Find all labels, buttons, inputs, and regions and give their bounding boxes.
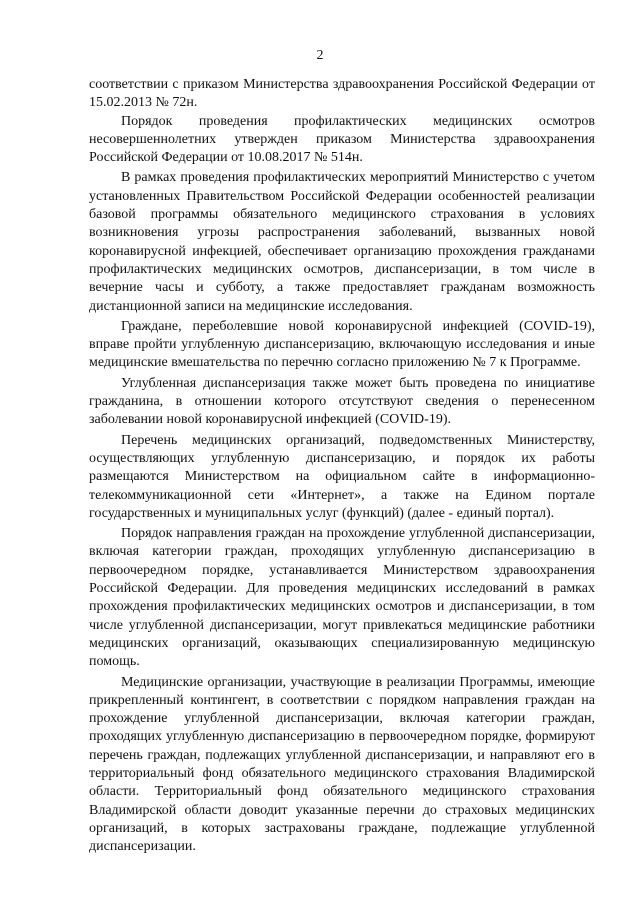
paragraph-referral-procedure: Порядок направления граждан на прохождение углубленной диспансеризации, включая категории граждан, проходящих углубленную диспансеризацию в первоочередном порядке, устанавливается Министерством здравоохранения Российской Федерации. Для проведения медицинских исследований в рамках прохождения профилактических медицинских осмотров и диспансеризации, в том числе углубленной диспансеризации, могут привлекаться медицинские работники медицинских организаций, оказывающих специализированную медицинскую помощь. [89, 526, 595, 670]
paragraph-minor-exams: Порядок проведения профилактических медицинских осмотров несовершеннолетних утвержден приказом Министерства здравоохранения Российской Федерации от 10.08.2017 № 514н. [89, 113, 595, 166]
paragraph-participating-organizations: Медицинские организации, участвующие в реализации Программы, имеющие прикрепленный контингент, в соответствии с порядком направления граждан на прохождение углубленной диспансеризации, включая категории граждан, проходящих углубленную диспансеризацию в первоочередном порядке, формируют перечень граждан, подлежащих углубленной диспансеризации, и направляют его в территориальный фонд обязательного медицинского страхования Владимирской области. Территориальный фонд обязательного медицинского страхования Владимирской области доводит указанные перечни до страховых медицинских организаций, в которых застрахованы граждане, подлежащие углубленной диспансеризации. [89, 674, 595, 855]
document-body [89, 76, 595, 856]
paragraph-continuation: соответствии с приказом Министерства здравоохранения Российской Федерации от 15.02.2013 № 72н. [89, 77, 595, 111]
paragraph-covid-recovered: Граждане, переболевшие новой коронавирусной инфекцией (COVID-19), вправе пройти углубленную диспансеризацию, включающую исследования и иные медицинские вмешательства по перечню согласно приложению № 7 к Программе. [89, 318, 595, 371]
paragraph-citizen-initiative: Углубленная диспансеризация также может быть проведена по инициативе гражданина, в отношении которого отсутствуют сведения о перенесенном заболевании новой коронавирусной инфекцией (COVID-19). [89, 375, 595, 428]
page-number: 2 [316, 48, 324, 63]
paragraph-preventive-measures: В рамках проведения профилактических мероприятий Министерство с учетом установленных Правительством Российской Федерации особенностей реализации базовой программы обязательного медицинского страхования в условиях возникновения угрозы распространения заболеваний, вызванных новой коронавирусной инфекцией, обеспечивает организацию прохождения гражданами профилактических медицинских осмотров, диспансеризации, в том числе в вечерние часы и субботу, а также предоставляет гражданам возможность дистанционной записи на медицинские исследования. [89, 170, 595, 314]
paragraph-organizations-list: Перечень медицинских организаций, подведомственных Министерству, осуществляющих углубленную диспансеризацию, и порядок их работы размещаются Министерством на официальном сайте в информационно-телекоммуникационной сети «Интернет», а также на Едином портале государственных и муниципальных услуг (функций) (далее - единый портал). [89, 432, 595, 521]
